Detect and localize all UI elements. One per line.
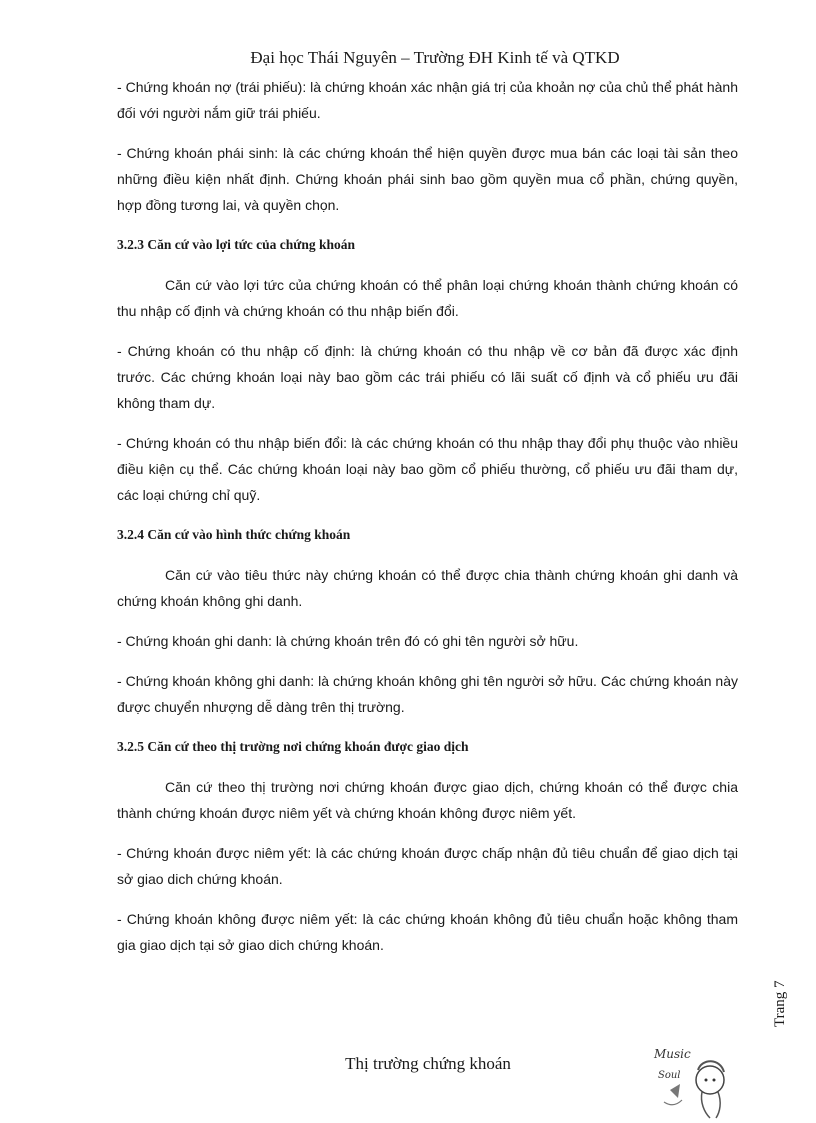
paragraph-income-basis: Căn cứ vào lợi tức của chứng khoán có thể phân loại chứng khoán thành chứng khoán có thu nhập cố định và chứng khoán có thu nhập biến đổi.: [117, 277, 738, 319]
heading-3-2-5: 3.2.5 Căn cứ theo thị trường nơi chứng khoán được giao dịch: [117, 739, 469, 754]
svg-text:Soul: Soul: [658, 1070, 681, 1081]
page-number-label: Trang 7: [772, 980, 788, 1027]
paragraph-variable-income: - Chứng khoán có thu nhập biến đổi: là các chứng khoán có thu nhập thay đổi phụ thuộc vào nhiều điều kiện cụ thể. Các chứng khoán loại này bao gồm cổ phiếu thường, cổ phiếu ưu đãi tham dự, các loại chứng chỉ quỹ.: [117, 435, 738, 503]
paragraph-bearer: - Chứng khoán không ghi danh: là chứng khoán không ghi tên người sở hữu. Các chứng khoán này được chuyển nhượng dễ dàng trên thị trường.: [117, 673, 738, 715]
music-soul-logo-icon: [650, 1040, 730, 1120]
document-body: [117, 74, 738, 958]
heading-3-2-4: 3.2.4 Căn cứ vào hình thức chứng khoán: [117, 527, 351, 542]
paragraph-debt-securities: - Chứng khoán nợ (trái phiếu): là chứng khoán xác nhận giá trị của khoản nợ của chủ thể phát hành đối với người nắm giữ trái phiếu.: [117, 79, 738, 121]
paragraph-market-basis: Căn cứ theo thị trường nơi chứng khoán được giao dịch, chứng khoán có thể được chia thành chứng khoán được niêm yết và chứng khoán không được niêm yết.: [117, 779, 738, 821]
page-number: [760, 975, 810, 1035]
heading-3-2-3: 3.2.3 Căn cứ vào lợi tức của chứng khoán: [117, 237, 356, 252]
paragraph-derivatives: - Chứng khoán phái sinh: là các chứng khoán thể hiện quyền được mua bán các loại tài sản theo những điều kiện nhất định. Chứng khoán phái sinh bao gồm quyền mua cổ phần, chứng quyền, hợp đồng tương lai, và quyền chọn.: [117, 145, 738, 213]
logo-lettering: Music: [654, 1047, 691, 1061]
page-footer: Thị trường chứng khoán: [345, 1054, 511, 1073]
paragraph-form-basis: Căn cứ vào tiêu thức này chứng khoán có thể được chia thành chứng khoán ghi danh và chứng khoán không ghi danh.: [117, 567, 738, 609]
paragraph-unlisted: - Chứng khoán không được niêm yết: là các chứng khoán không đủ tiêu chuẩn hoặc không tham gia giao dịch tại sở giao dich chứng khoán.: [117, 911, 738, 953]
paragraph-registered: - Chứng khoán ghi danh: là chứng khoán trên đó có ghi tên người sở hữu.: [117, 633, 579, 649]
paragraph-fixed-income: - Chứng khoán có thu nhập cố định: là chứng khoán có thu nhập về cơ bản đã được xác định trước. Các chứng khoán loại này bao gồm các trái phiếu có lãi suất cố định và cổ phiếu ưu đãi không tham dự.: [117, 343, 738, 411]
page-header: Đại học Thái Nguyên – Trường ĐH Kinh tế và QTKD: [250, 48, 620, 67]
paragraph-listed: - Chứng khoán được niêm yết: là các chứng khoán được chấp nhận đủ tiêu chuẩn để giao dịch tại sở giao dich chứng khoán.: [117, 845, 738, 887]
